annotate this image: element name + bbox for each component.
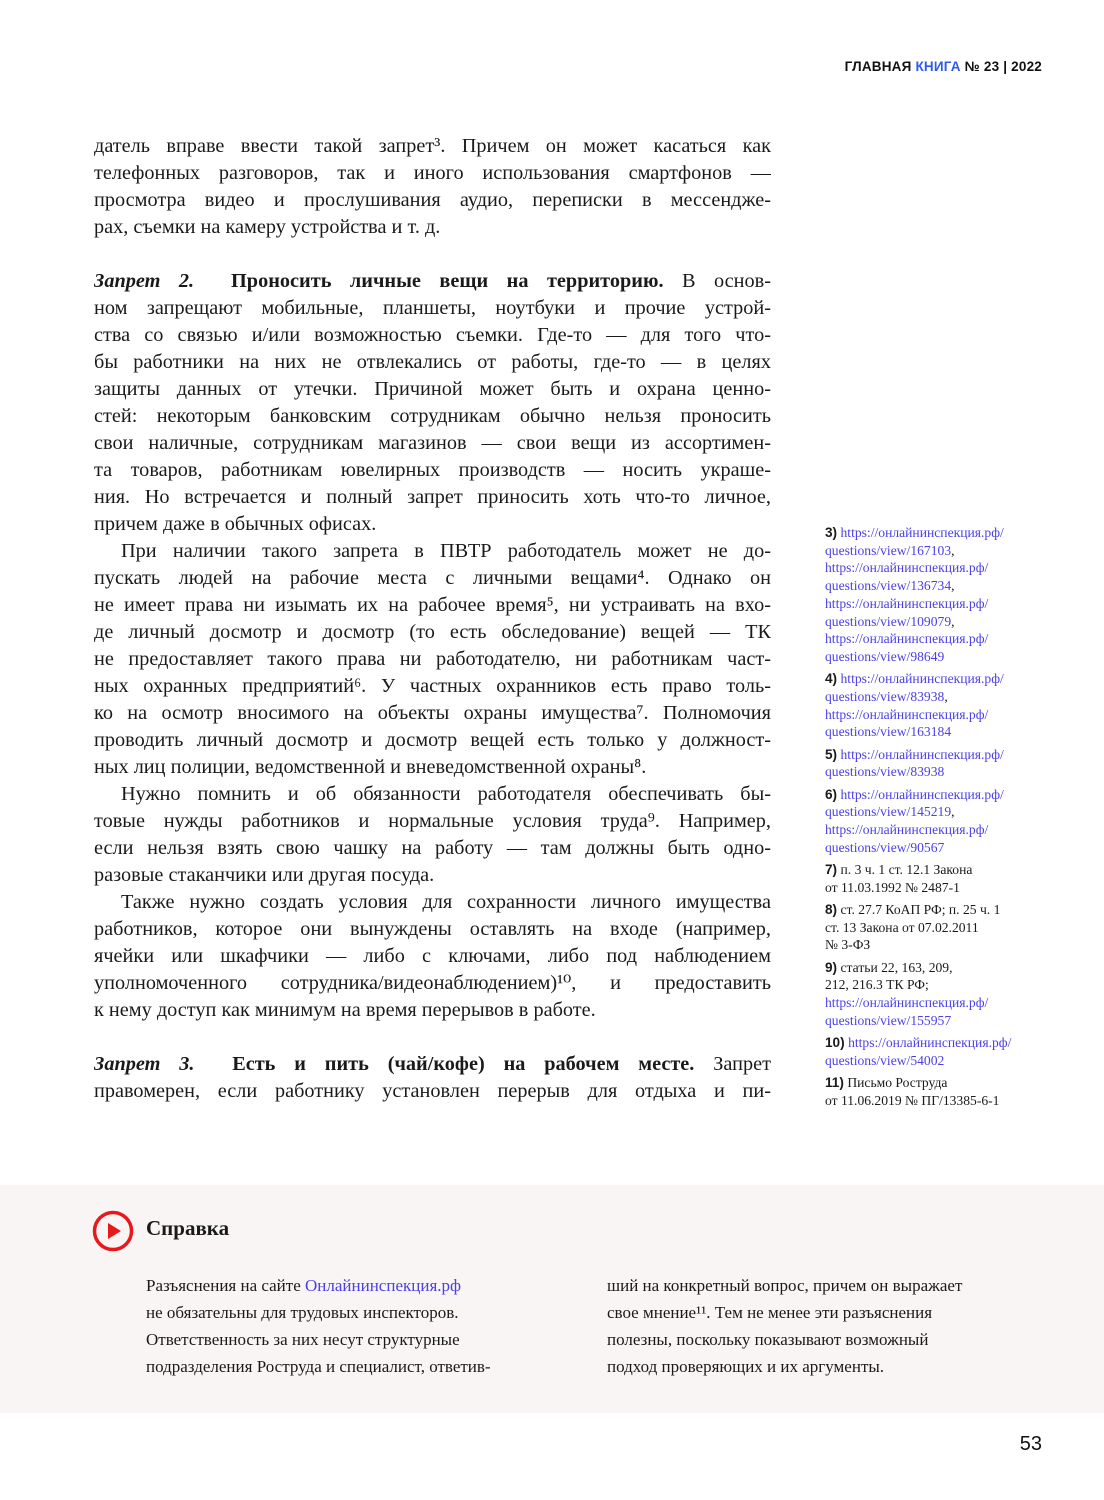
text-line: датель вправе ввести такой запрет³. Причем он может касаться как [94, 135, 771, 157]
text-line: если нельзя взять свою чашку на работу — там должны быть одно- [94, 837, 771, 859]
footnote-link[interactable]: questions/view/90567 [825, 839, 945, 855]
footnote-punct: , [951, 804, 955, 820]
footnote-number: 5) [825, 746, 838, 762]
footnote-link[interactable]: https://онлайнинспекция.рф/ [825, 595, 989, 611]
footnote-punct: , [944, 688, 948, 704]
footnote-line [825, 688, 1055, 706]
footnote-number: 11) [825, 1075, 844, 1091]
footnote-line [825, 1092, 1055, 1110]
footnote-link[interactable]: questions/view/98649 [825, 648, 945, 664]
footnote-line [825, 821, 1055, 839]
footnote-line [825, 595, 1055, 613]
text-line: При наличии такого запрета в ПВТР работодатель может не до- [121, 540, 771, 562]
footnote-link[interactable]: https://онлайнинспекция.рф/ [840, 786, 1004, 802]
section-label: Запрет 3. [94, 1053, 195, 1075]
footnote-line [825, 959, 1055, 977]
site-link[interactable]: Онлайнинспекция.рф [305, 1276, 462, 1295]
text-fragment: Запрет [713, 1053, 771, 1075]
footnote-line [825, 746, 1055, 764]
footnote-link[interactable]: https://онлайнинспекция.рф/ [840, 746, 1004, 762]
text-line: стей: некоторым банковским сотрудникам обычно нельзя проносить [94, 405, 771, 427]
section-heading-line [94, 268, 771, 295]
issue-number: № 23 | 2022 [964, 59, 1042, 74]
footnote-link[interactable]: questions/view/83938 [825, 764, 945, 780]
footnote-link[interactable]: https://онлайнинспекция.рф/ [825, 822, 989, 838]
text-line: ном запрещают мобильные, планшеты, ноутбуки и прочие устрой- [94, 297, 771, 319]
footnote-number: 4) [825, 671, 838, 687]
footnote [825, 1074, 1055, 1109]
paragraph [94, 1078, 771, 1105]
info-box-title: Справка [146, 1216, 230, 1240]
brand-accent: КНИГА [915, 59, 961, 74]
footnote-line [825, 524, 1055, 542]
footnote-line [825, 1052, 1055, 1070]
text-line: проводить личный досмотр и досмотр вещей есть только у должност- [94, 729, 771, 751]
footnote-line [825, 919, 1055, 937]
paragraph [94, 133, 771, 241]
footnote-punct: , [951, 542, 955, 558]
text-line: к нему доступ как минимум на время перерывов в работе. [94, 999, 596, 1021]
text-line: просмотра видео и прослушивания аудио, переписки в мессендже- [94, 189, 771, 211]
footnote-link[interactable]: https://онлайнинспекция.рф/ [840, 525, 1004, 540]
footnote-line [825, 723, 1055, 741]
text-line: правомерен, если работнику установлен перерыв для отдыха и пи- [94, 1080, 771, 1102]
paragraph [94, 295, 771, 538]
text-line: уполномоченного сотрудника/видеонаблюдением)¹⁰, и предоставить [94, 972, 771, 994]
info-text-line: Ответственность за них несут структурные [146, 1330, 460, 1349]
footnote-line [825, 803, 1055, 821]
footnote-punct: , [951, 578, 955, 594]
footnote-number: 10) [825, 1035, 845, 1051]
footnotes [825, 524, 1055, 1114]
text-line: работников, которое они вынуждены оставлять на входе (например, [94, 918, 771, 940]
footnote-punct: , [951, 613, 955, 629]
footnote-text: ст. 13 Закона от 07.02.2011 [825, 919, 979, 935]
footnote-line [825, 648, 1055, 666]
text-line: пускать людей на рабочие места с личными вещами⁴. Однако он [94, 567, 771, 589]
text-line: де личный досмотр и досмотр (то есть обследование) вещей — ТК [94, 621, 771, 643]
text-line: Нужно помнить и об обязанности работодателя обеспечивать бы- [121, 783, 771, 805]
footnote [825, 1034, 1055, 1069]
footnote-link[interactable]: https://онлайнинспекция.рф/ [825, 631, 989, 647]
footnote-line [825, 1012, 1055, 1030]
footnote-link[interactable]: https://онлайнинспекция.рф/ [840, 671, 1004, 687]
text-line: ства со связью и/или возможностью съемки. Где-то — для того что- [94, 324, 771, 346]
footnote-text: п. 3 ч. 1 ст. 12.1 Закона [840, 862, 973, 878]
text-line: та товаров, работникам ювелирных производств — носить украше- [94, 459, 771, 481]
footnote-number: 3) [825, 525, 838, 540]
footnote-link[interactable]: questions/view/167103 [825, 542, 952, 558]
footnote-link[interactable]: questions/view/163184 [825, 724, 952, 740]
info-text-line: свое мнение¹¹. Тем не менее эти разъяснения [607, 1303, 933, 1322]
footnote-text: 212, 216.3 ТК РФ; [825, 977, 929, 993]
footnote-number: 6) [825, 786, 838, 802]
text-line: рах, съемки на камеру устройства и т. д. [94, 216, 441, 238]
section-label: Запрет 2. [94, 270, 195, 292]
brand-main: ГЛАВНАЯ [844, 59, 912, 74]
paragraph [94, 781, 771, 889]
info-text-line: полезны, поскольку показывают возможный [607, 1330, 929, 1349]
play-circle-icon [91, 1209, 135, 1253]
text-fragment: В основ- [682, 270, 771, 292]
text-line: причем даже в обычных офисах. [94, 513, 377, 535]
text-line: ячейки или шкафчики — либо с ключами, либо под наблюдением [94, 945, 771, 967]
footnote-link[interactable]: https://онлайнинспекция.рф/ [825, 706, 989, 722]
footnote-line [825, 936, 1055, 954]
footnote-line [825, 786, 1055, 804]
footnote [825, 861, 1055, 896]
footnote-text: № 3-ФЗ [825, 937, 871, 953]
info-box-right-column [607, 1272, 962, 1380]
footnote [825, 746, 1055, 781]
footnote [825, 901, 1055, 954]
footnote-line [825, 706, 1055, 724]
text-line: товые нужды работников и нормальные условия труда⁹. Например, [94, 810, 771, 832]
info-text-line: подразделения Роструда и специалист, ответив- [146, 1357, 491, 1376]
text-line: бы работники на них не отвлекались от работы, где-то — в целях [94, 351, 771, 373]
text-line: ко на осмотр вносимого на объекты охраны имущества⁷. Полномочия [94, 702, 771, 724]
footnote-link[interactable]: questions/view/54002 [825, 1052, 945, 1068]
paragraph-gap [94, 1024, 771, 1051]
footnote [825, 786, 1055, 857]
footnote-link[interactable]: https://онлайнинспекция.рф/ [825, 560, 989, 576]
paragraph [94, 889, 771, 1024]
footnote-line [825, 613, 1055, 631]
footnote-line [825, 577, 1055, 595]
main-text-column [94, 133, 771, 1105]
info-text-line: ший на конкретный вопрос, причем он выражает [607, 1276, 963, 1295]
footnote-line [825, 630, 1055, 648]
paragraph [94, 538, 771, 781]
footnote-line [825, 994, 1055, 1012]
text-line: телефонных разговоров, так и иного использования смартфонов — [94, 162, 771, 184]
info-text-line: не обязательны для трудовых инспекторов. [146, 1303, 459, 1322]
text-line: свои наличные, сотрудникам магазинов — свои вещи из ассортимен- [94, 432, 771, 454]
footnote-text: от 11.03.1992 № 2487-1 [825, 879, 960, 895]
text-line: защиты данных от утечки. Причиной может быть и охрана ценно- [94, 378, 771, 400]
footnote-link[interactable]: https://онлайнинспекция.рф/ [848, 1035, 1012, 1051]
footnote [825, 670, 1055, 741]
footnote [825, 959, 1055, 1030]
footnote-text: Письмо Роструда [847, 1075, 948, 1091]
footnote-line [825, 901, 1055, 919]
text-line: Также нужно создать условия для сохранности личного имущества [121, 891, 771, 913]
footnote-link[interactable]: questions/view/136734 [825, 578, 952, 594]
footnote-link[interactable]: https://онлайнинспекция.рф/ [825, 995, 989, 1011]
footnote-number: 7) [825, 862, 838, 878]
footnote-text: от 11.06.2019 № ПГ/13385-6-1 [825, 1092, 1000, 1108]
footnote-link[interactable]: questions/view/155957 [825, 1012, 952, 1028]
paragraph-gap [94, 241, 771, 268]
info-text-line: подход проверяющих и их аргументы. [607, 1357, 885, 1376]
info-box-left-column [146, 1272, 491, 1380]
text-line: ных охранных предприятий⁶. У частных охранников есть право толь- [94, 675, 771, 697]
footnote-number: 8) [825, 902, 838, 918]
section-title: Есть и пить (чай/кофе) на рабочем месте. [232, 1053, 695, 1075]
footnote-line [825, 1034, 1055, 1052]
footnote-line [825, 559, 1055, 577]
info-text: Разъяснения на сайте [146, 1276, 306, 1295]
footnote-line [825, 839, 1055, 857]
text-line: ния. Но встречается и полный запрет приносить хоть что-то личное, [94, 486, 771, 508]
text-line: не имеет права ни изымать их на рабочее время⁵, ни устраивать на вхо- [94, 594, 771, 616]
footnote-link[interactable]: questions/view/145219 [825, 804, 952, 820]
footnote-link[interactable]: questions/view/83938 [825, 688, 945, 704]
footnote-number: 9) [825, 959, 838, 975]
text-line: ных лиц полиции, ведомственной и вневедомственной охраны⁸. [94, 756, 647, 778]
running-header [845, 59, 1042, 74]
footnote-text: ст. 27.7 КоАП РФ; п. 25 ч. 1 [840, 902, 1001, 918]
footnote-line [825, 1074, 1055, 1092]
footnote-line [825, 670, 1055, 688]
footnote-line [825, 976, 1055, 994]
page-number: 53 [1019, 1433, 1042, 1455]
footnote-line [825, 763, 1055, 781]
footnote-line [825, 542, 1055, 560]
footnote [825, 524, 1055, 666]
text-line: не предоставляет такого права ни работодателю, ни работникам част- [94, 648, 771, 670]
footnote-text: статьи 22, 163, 209, [840, 959, 953, 975]
section-heading-line [94, 1051, 771, 1078]
section-title: Проносить личные вещи на территорию. [231, 270, 664, 292]
footnote-link[interactable]: questions/view/109079 [825, 613, 952, 629]
text-line: разовые стаканчики или другая посуда. [94, 864, 435, 886]
footnote-line [825, 861, 1055, 879]
footnote-line [825, 879, 1055, 897]
